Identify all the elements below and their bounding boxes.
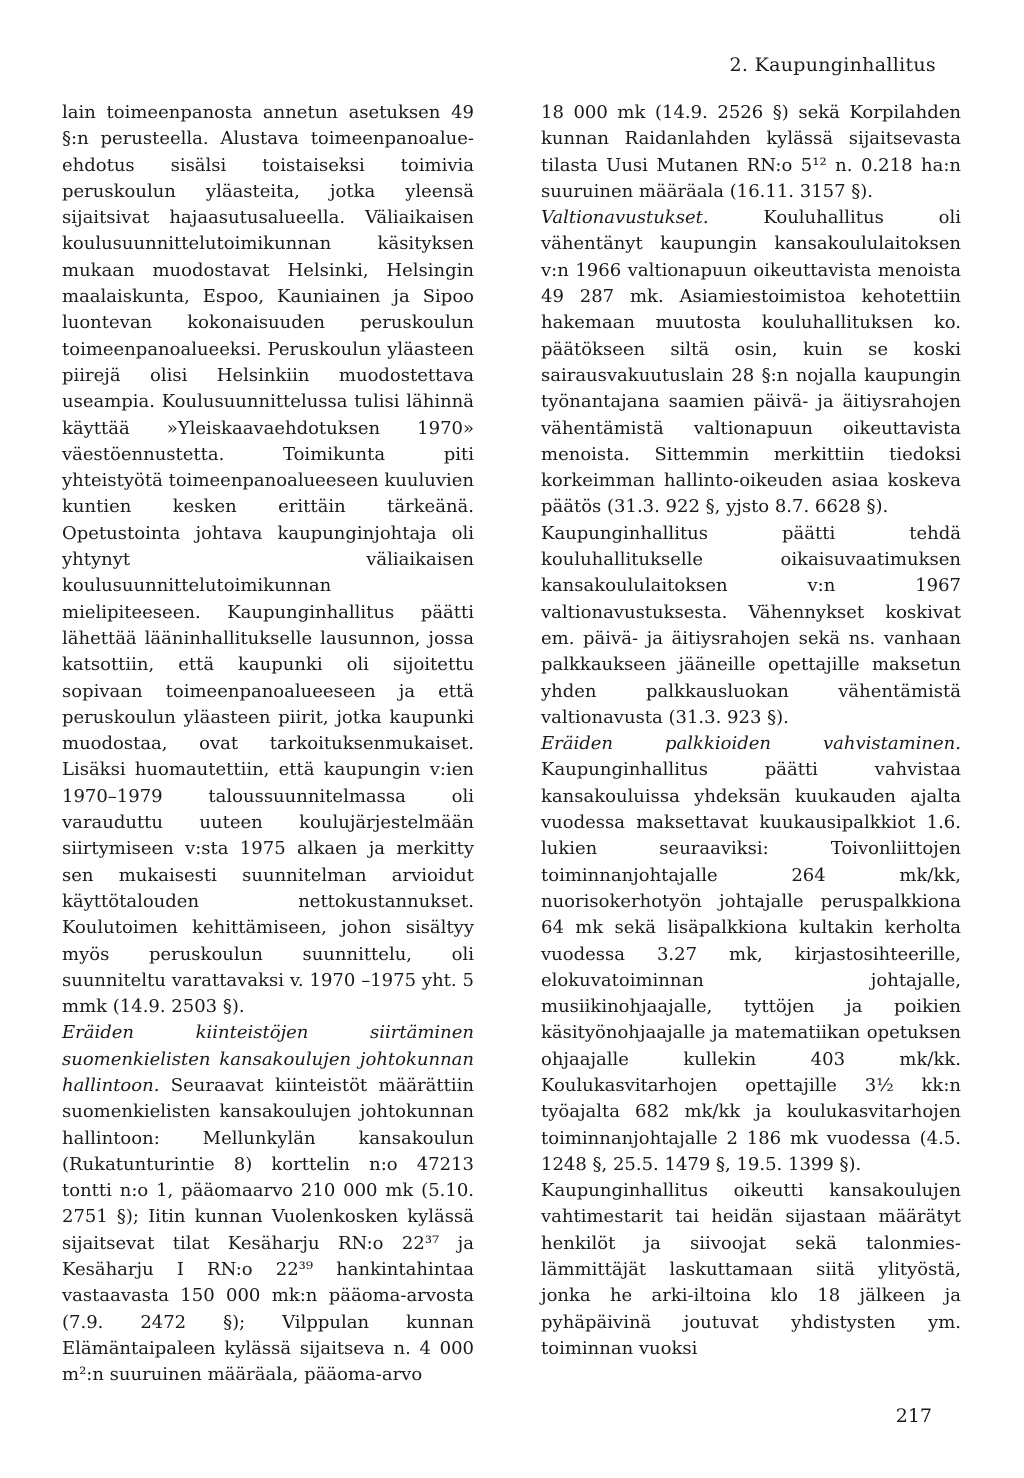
running-header: 2. Kaupunginhallitus bbox=[729, 54, 936, 76]
section-heading-palkkiot: Eräiden palkkioiden vahvistaminen. bbox=[541, 733, 961, 755]
right-paragraph-2 bbox=[541, 205, 961, 521]
right-paragraph-5: Kaupunginhallitus oikeutti kansakoulujen vahtimestarit tai heidän sijastaan määrätyt henkilöt ja siivoojat sekä talonmies-lämmittäjät laskuttamaan siitä ylityöstä, jonka he arki-iltoina klo 18 jälkeen ja pyhäpäivinä joutuvat yhdistysten ym. toiminnan vuoksi bbox=[541, 1180, 961, 1359]
left-paragraph-1: lain toimeenpanosta annetun asetuksen 49 §:n perusteella. Alustava toimeenpanoalue-ehdotus sisälsi toistaiseksi toimivia peruskoulun yläasteita, jotka yleensä sijaitsivat hajaasutusalueella. Väliaikaisen koulusuunnittelutoimikunnan käsityksen mukaan muodostavat Helsinki, Helsingin maalaiskunta, Espoo, Kauniainen ja Sipoo luontevan kokonaisuuden peruskoulun toimeenpanoalueeksi. Peruskoulun yläasteen piirejä olisi Helsinkiin muodostettava useampia. Koulusuunnittelussa tulisi lähinnä käyttää »Yleiskaavaehdotuksen 1970» väestöennustetta. Toimikunta piti yhteistyötä toimeenpanoalueeseen kuuluvien kuntien kesken erittäin tärkeänä. Opetustointa johtava kaupunginjohtaja oli yhtynyt väliaikaisen koulusuunnittelutoimikunnan mielipiteeseen. Kaupunginhallitus päätti lähettää lääninhallitukselle lausunnon, jossa katsottiin, että kaupunki oli sijoitettu sopivaan toimeenpanoalueeseen ja että peruskoulun yläasteen piirit, jotka kaupunki muodostaa, ovat tarkoituksenmukaiset. Lisäksi huomautettiin, että kaupungin v:ien 1970–1979 taloussuunnitelmassa oli varauduttu uuteen koulujärjestelmään siirtymiseen v:sta 1975 alkaen ja merkitty sen mukaisesti suunnitelman arvioidut käyttötalouden nettokustannukset. Koulutoimen kehittämiseen, johon sisältyy myös peruskoulun suunnittelu, oli suunniteltu varattavaksi v. 1970 –1975 yht. 5 mmk (14.9. 2503 §). bbox=[62, 102, 474, 1018]
left-paragraph-2-text: Seuraavat kiinteistöt määrättiin suomenkielisten kansakoulujen johtokunnan hallintoon: Mellunkylän kansakoulun (Rukatunturintie 8) korttelin n:o 47213 tontti n:o 1, pääomaarvo 210 000 mk (5.10. 2751 §); Iitin kunnan Vuolenkosken kylässä sijaitsevat tilat Kesäharju RN:o 22³⁷ ja Kesäharju I RN:o 22³⁹ hankintahintaa vastaavasta 150 000 mk:n pääoma-arvosta (7.9. 2472 §); Vilppulan kunnan Elämäntaipaleen kylässä sijaitseva n. 4 000 m²:n suuruinen määräala, pääoma-arvo bbox=[62, 1074, 474, 1386]
right-paragraph-4-text: Kaupunginhallitus päätti vahvistaa kansakouluissa yhdeksän kuukauden ajalta vuodessa maksettavat kuukausipalkkiot 1.6. lukien seuraaviksi: Toivonliittojen toiminnanjohtajalle 264 mk/kk, nuorisokerhotyön johtajalle peruspalkkiona 64 mk sekä lisäpalkkiona kultakin kerholta vuodessa 3.27 mk, kirjastosihteerille, elokuvatoiminnan johtajalle, musiikinohjaajalle, tyttöjen ja poikien käsityönohjaajalle ja matematiikan opetuksen ohjaajalle kullekin 403 mk/kk. Koulukasvitarhojen opettajille 3½ kk:n työajalta 682 mk/kk ja koulukasvitarhojen toiminnanjohtajalle 2 186 mk vuodessa (4.5. 1248 §, 25.5. 1479 §, 19.5. 1399 §). bbox=[541, 759, 961, 1175]
section-heading-valtionavustukset: Valtionavustukset. bbox=[541, 207, 709, 229]
right-paragraph-3: Kaupunginhallitus päätti tehdä kouluhallitukselle oikaisuvaatimuksen kansakoululaitoksen v:n 1967 valtionavustuksesta. Vähennykset koskivat em. päivä- ja äitiysrahojen sekä ns. vanhaan palkkaukseen jääneille opettajille maksetun yhden palkkausluokan vähentämistä valtionavusta (31.3. 923 §). bbox=[541, 522, 961, 728]
right-paragraph-1: 18 000 mk (14.9. 2526 §) sekä Korpilahden kunnan Raidanlahden kylässä sijaitsevasta tilasta Uusi Mutanen RN:o 5¹² n. 0.218 ha:n suuruinen määräala (16.11. 3157 §). bbox=[541, 102, 961, 202]
left-column bbox=[62, 100, 474, 1389]
page-number: 217 bbox=[895, 1405, 932, 1427]
left-paragraph-2 bbox=[62, 1020, 474, 1388]
section-heading-kiinteistot: Eräiden kiinteistöjen siirtäminen suomenkielisten kansakoulujen johtokunnan hallintoon. bbox=[62, 1022, 474, 1096]
right-column bbox=[541, 100, 961, 1362]
right-paragraph-4 bbox=[541, 731, 961, 1178]
right-paragraph-2-text: Kouluhallitus oli vähentänyt kaupungin kansakoululaitoksen v:n 1966 valtionapuun oikeuttavista menoista 49 287 mk. Asiamiestoimistoa kehotettiin hakemaan muutosta kouluhallituksen ko. päätökseen siltä osin, kuin se koski sairausvakuutuslain 28 §:n nojalla kaupungin työnantajana saamien päivä- ja äitiysrahojen vähentämistä valtionapuun oikeuttavista menoista. Sittemmin merkittiin tiedoksi korkeimman hallinto-oikeuden asiaa koskeva päätös (31.3. 922 §, yjsto 8.7. 6628 §). bbox=[541, 207, 961, 518]
